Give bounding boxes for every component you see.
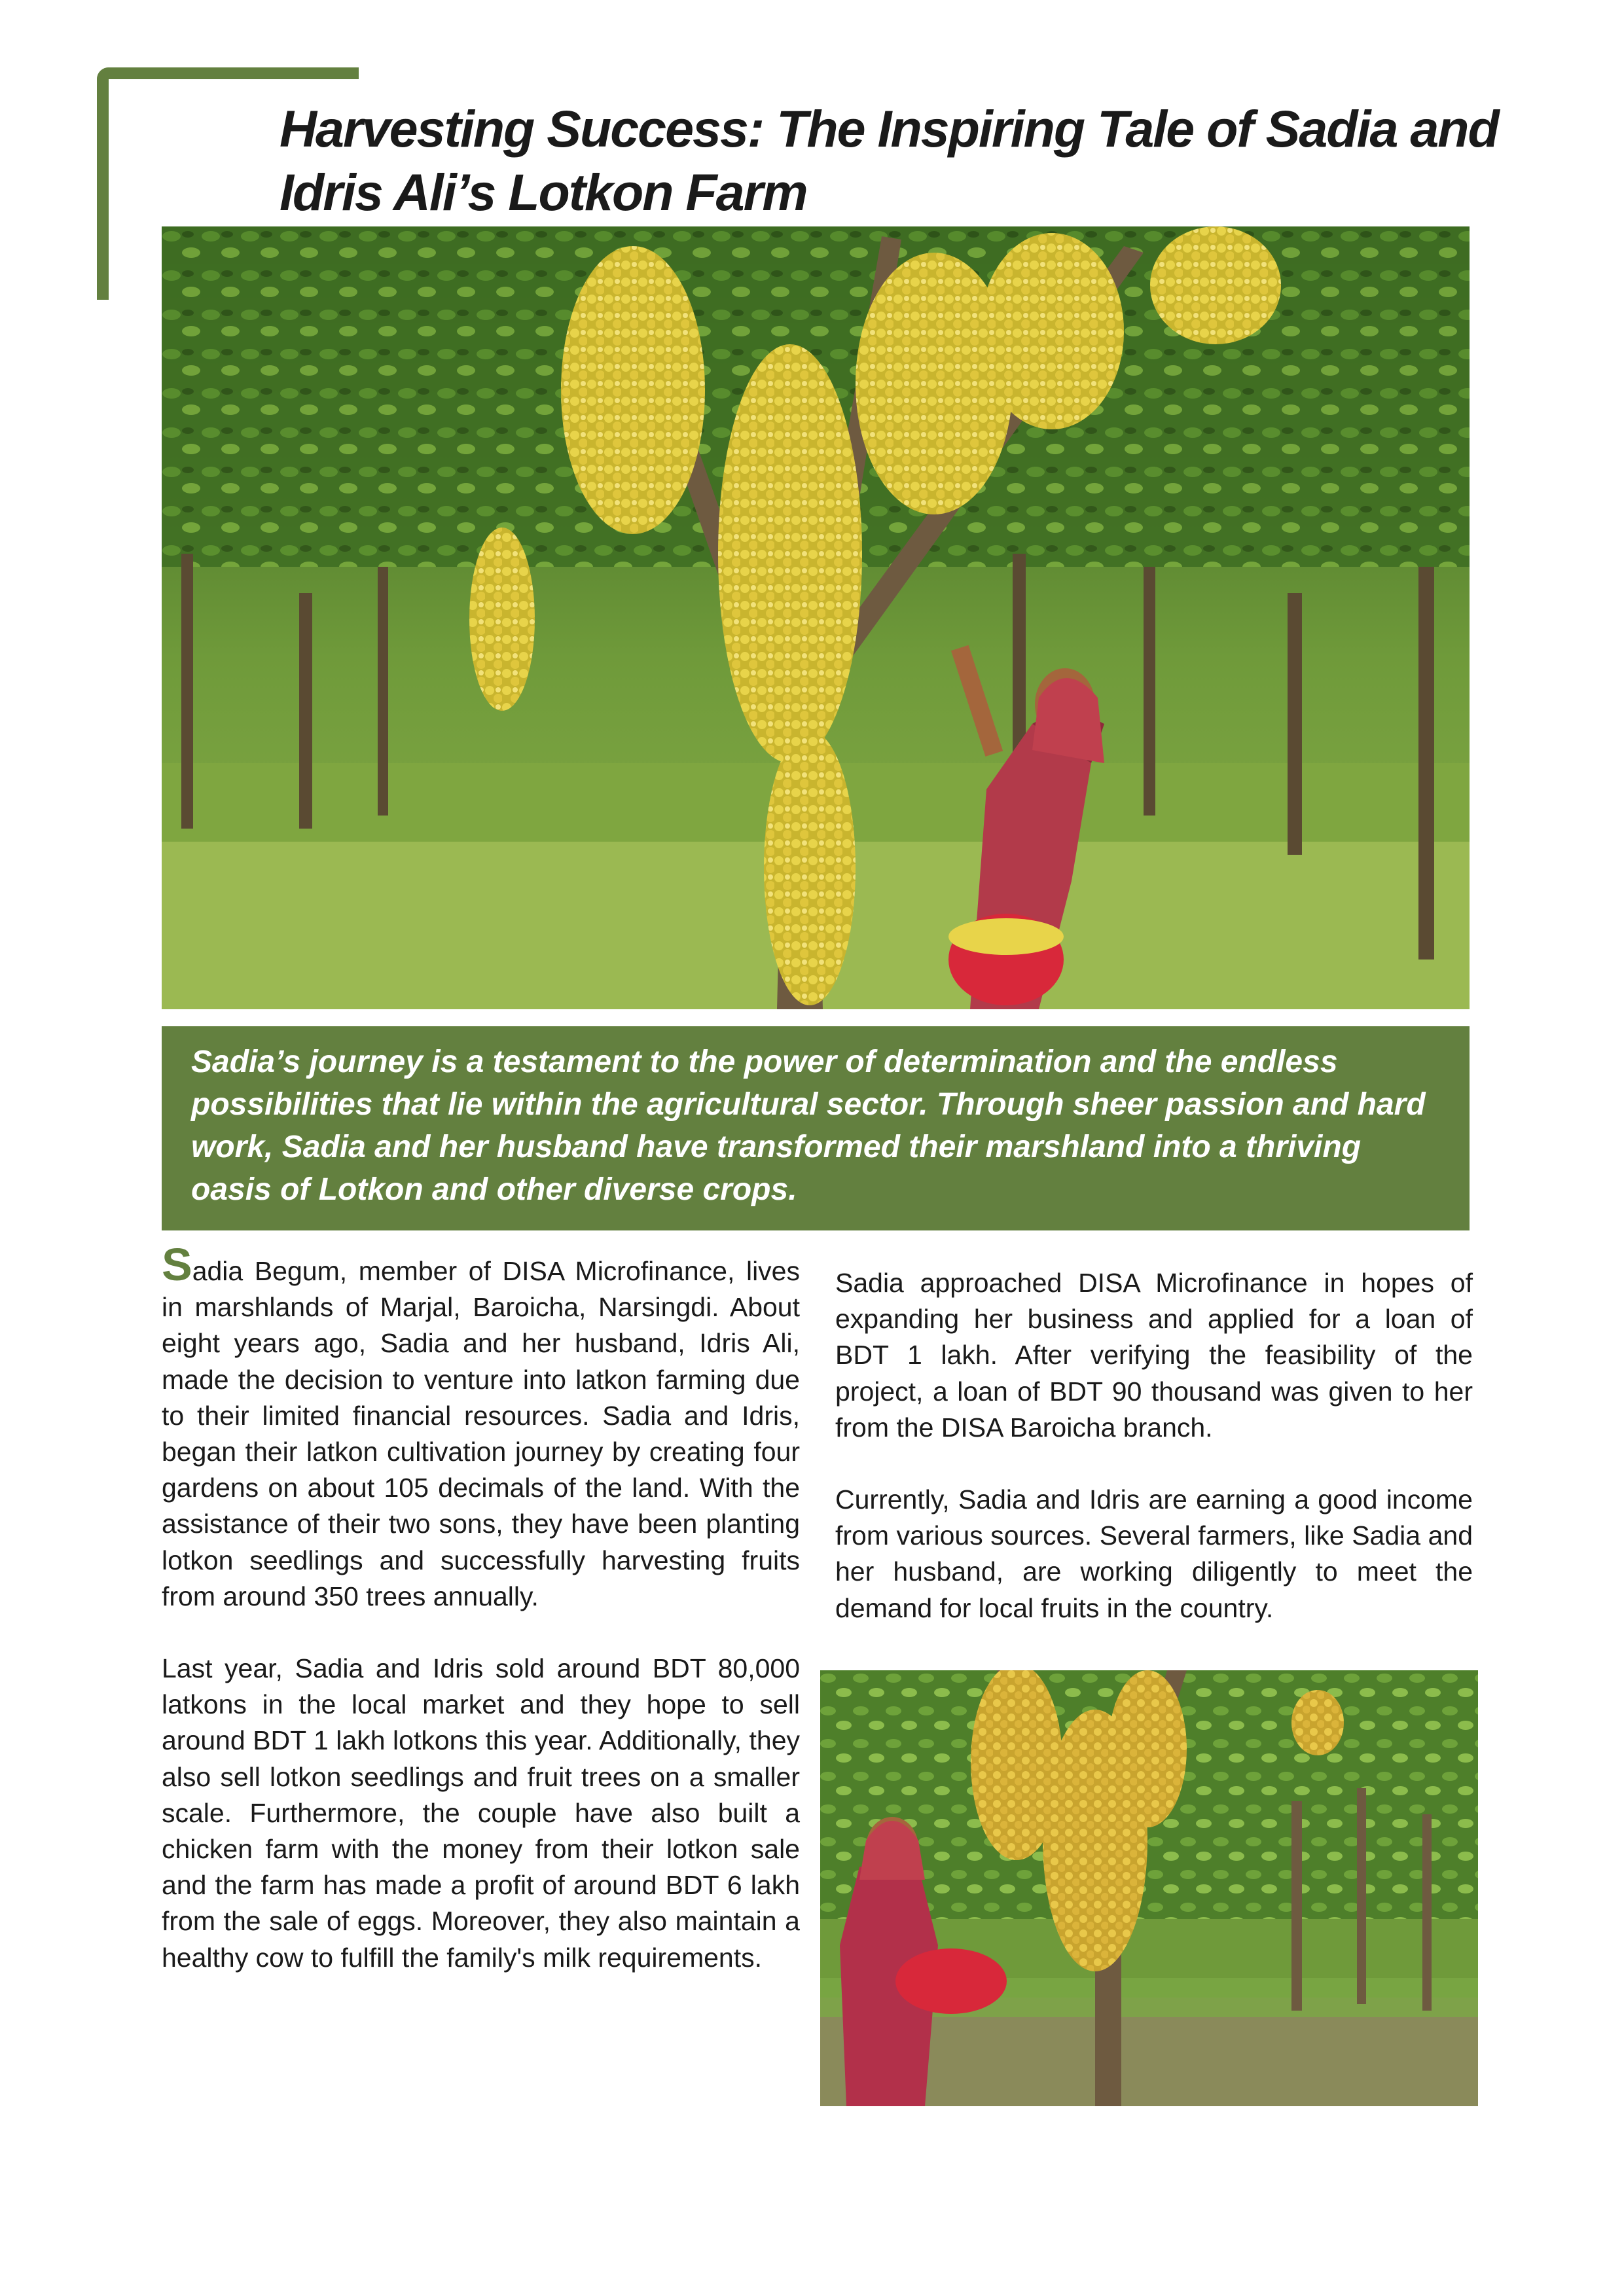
article-title: Harvesting Success: The Inspiring Tale of Sadia and Idris Ali’s Lotkon Farm [280, 99, 1498, 221]
paragraph-loan: Sadia approached DISA Microfinance in hopes of expanding her business and applied for a loan of BDT 1 lakh. After verifying the feasibility of the project, a loan of BDT 90 thousand was given to her from the DISA Baroicha branch. [835, 1268, 1473, 1443]
drop-cap: S [162, 1239, 192, 1290]
secondary-photo [820, 1670, 1478, 2106]
paragraph-intro [162, 1239, 800, 1615]
accent-bracket-side [97, 67, 109, 300]
right-column [835, 1265, 1473, 1626]
accent-bracket-top [97, 67, 359, 79]
paragraph-income: Currently, Sadia and Idris are earning a good income from various sources. Several farmers, like Sadia and her husband, are working diligently to meet the demand for local fruits in the country. [835, 1484, 1473, 1623]
main-photo [162, 226, 1470, 1009]
left-column [162, 1239, 800, 1976]
pull-quote: Sadia’s journey is a testament to the power of determination and the endless possibilities that lie within the agricultural sector. Through sheer passion and hard work, Sadia and her husband have transformed their marshland into a thriving oasis of Lotkon and other diverse crops. [191, 1045, 1426, 1207]
pull-quote-box [162, 1026, 1470, 1230]
paragraph-intro-text: adia Begum, member of DISA Microfinance, lives in marshlands of Marjal, Baroicha, Narsingdi. About eight years ago, Sadia and her husband, Idris Ali, made the decision to venture into latkon farming due to their limited financial resources. Sadia and Idris, began their latkon cultivation journey by creating four gardens on about 105 decimals of the land. With the assistance of their two sons, they have been planting lotkon seedlings and successfully harvesting fruits from around 350 trees annually. [162, 1256, 800, 1611]
paragraph-sales: Last year, Sadia and Idris sold around BDT 80,000 latkons in the local market and they hope to sell around BDT 1 lakh lotkons this year. Additionally, they also sell lotkon seedlings and fruit trees on a smaller scale. Furthermore, the couple have also built a chicken farm with the money from their lotkon sale and the farm has made a profit of around BDT 6 lakh from the sale of eggs. Moreover, they also maintain a healthy cow to fulfill the family's milk requirements. [162, 1653, 800, 1973]
